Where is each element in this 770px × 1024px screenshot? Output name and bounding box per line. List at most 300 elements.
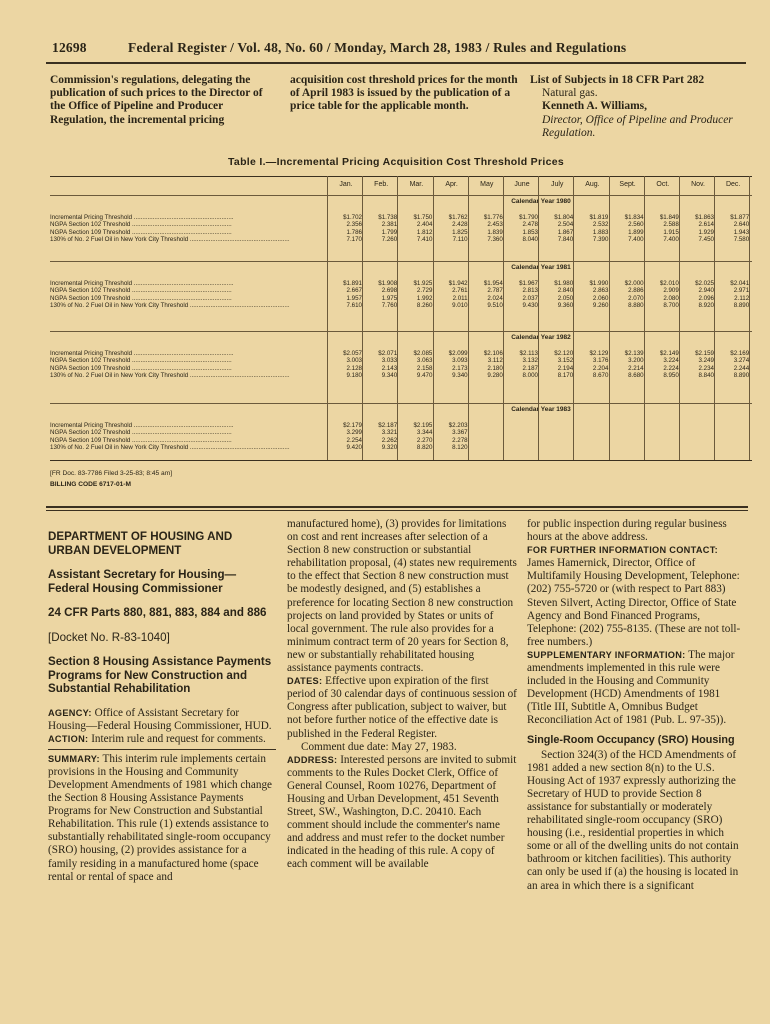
month-header: Aug. (585, 181, 600, 188)
month-column (471, 350, 503, 380)
price-cell: 2.560 (628, 221, 644, 229)
month-column (365, 280, 397, 310)
price-cell: $2.099 (448, 350, 468, 357)
month-column (365, 214, 397, 244)
price-cell (541, 429, 573, 436)
month-column (647, 350, 679, 380)
price-cell: 3.112 (487, 357, 503, 365)
supplementary-paragraph (527, 649, 745, 728)
month-header: June (514, 181, 530, 188)
price-cell: $1.967 (519, 280, 538, 287)
price-cell (717, 444, 749, 451)
price-cell: $1.750 (413, 214, 433, 221)
action-text: Interim rule and request for comments. (91, 732, 266, 745)
price-cell: 2.096 (698, 294, 714, 302)
price-cell: 3.093 (452, 357, 468, 365)
price-cell (647, 437, 679, 444)
address-paragraph (287, 754, 517, 872)
year-label: Calendar Year 1982 (511, 334, 571, 341)
price-cell: 9.280 (487, 372, 503, 380)
month-column (506, 350, 538, 380)
dates-paragraph (287, 675, 517, 740)
price-cell: 1.943 (733, 228, 750, 236)
row-label: Incremental Pricing Threshold .......................................................... (50, 350, 234, 357)
price-cell: 2.863 (592, 287, 609, 295)
price-cell: $2.057 (343, 350, 362, 357)
price-cell: $2.203 (448, 422, 468, 429)
month-column (717, 350, 749, 380)
row-label: 130% of No. 2 Fuel Oil in New York City Threshold .......................................................... (50, 444, 290, 452)
price-cell: 7.610 (346, 302, 362, 310)
signer-name: Kenneth A. Williams, (542, 100, 648, 113)
price-cell: $2.195 (413, 422, 433, 429)
month-column (541, 214, 573, 244)
price-cell: 9.180 (346, 372, 362, 380)
price-cell (471, 422, 503, 429)
sro-paragraph: Section 324(3) of the HCD Amendments of 1981 added a new section 8(n) to the U.S. Housing Act of 1937 expressly authorizing the Secretary of HUD to provide Section 8 assistance for substantially or moderately rehabilitated single-room occupancy (SRO) housing (i.e., residential properties in which some or all of the dwelling units do not contain bathroom or kitchen facilities). This authority can only be used if (a) the housing is located in an area in which there is a significant (527, 748, 739, 892)
price-cell (647, 429, 679, 436)
price-cell: 2.761 (452, 287, 468, 295)
price-cell: $2.129 (589, 350, 609, 357)
column-divider (714, 176, 715, 460)
month-column (400, 422, 432, 452)
price-cell: $1.834 (624, 214, 644, 221)
column-divider (397, 176, 398, 460)
price-cell: 1.883 (592, 228, 609, 236)
table-footnotes (50, 468, 172, 490)
price-cell: 3.003 (346, 357, 362, 365)
price-cell: 2.278 (452, 436, 468, 444)
price-cell: 7.760 (381, 302, 398, 310)
price-cell: 9.010 (452, 302, 468, 310)
action-paragraph (48, 733, 276, 746)
price-cell: 2.204 (592, 364, 609, 372)
price-cell (612, 444, 644, 451)
month-column (541, 350, 573, 380)
column-divider (749, 176, 750, 460)
price-cell: 2.011 (452, 294, 468, 302)
table-header-row (50, 176, 752, 196)
price-cell: $1.954 (483, 280, 503, 287)
month-column (365, 422, 397, 452)
month-header: Mar. (409, 181, 424, 188)
summary-label: SUMMARY: (48, 753, 100, 764)
price-cell: 7.840 (557, 236, 574, 244)
supplementary-text: The major amendments implemented in this rule were included in the Housing and Community Development (HCD) Amendments of 1981 (Title III, Subtitle A, Omnibus Budget Reconciliation Act of 1981 (Pub. L. 97-35)). (527, 648, 735, 727)
month-column (436, 422, 468, 452)
body-column-3 (527, 518, 745, 893)
price-cell: 3.176 (592, 357, 609, 365)
section-divider-thin (46, 510, 748, 511)
month-column (647, 422, 679, 452)
year-block-rule (50, 195, 752, 196)
price-cell: 9.430 (522, 302, 538, 310)
year-block-rule (50, 261, 752, 262)
price-cell: 1.853 (522, 228, 538, 236)
price-cell: 2.729 (416, 287, 433, 295)
price-cell: 1.929 (698, 228, 714, 236)
price-cell: 1.915 (663, 228, 679, 236)
price-cell: 2.262 (381, 436, 398, 444)
row-label: Incremental Pricing Threshold .......................................................... (50, 280, 234, 287)
agency-name: DEPARTMENT OF HOUSING AND URBAN DEVELOPMENT (48, 530, 233, 557)
price-cell (647, 444, 679, 451)
price-cell: $1.790 (519, 214, 538, 221)
price-cell: $2.106 (483, 350, 503, 357)
price-cell: 1.899 (628, 228, 644, 236)
contact-label: FOR FURTHER INFORMATION CONTACT: (527, 545, 718, 556)
column-divider (538, 176, 539, 460)
price-cell: $1.738 (378, 214, 398, 221)
price-cell: 3.033 (381, 357, 398, 365)
price-cell: 2.037 (522, 294, 538, 302)
month-column (506, 214, 538, 244)
price-cell: 2.254 (346, 436, 362, 444)
month-column (682, 280, 714, 310)
address-label: ADDRESS: (287, 754, 338, 765)
address-continued: for public inspection during regular business hours at the above address. (527, 518, 727, 544)
year-block-rule (50, 403, 752, 404)
price-cell: 3.321 (381, 429, 398, 437)
price-cell: 7.410 (416, 236, 433, 244)
price-cell: $1.980 (554, 280, 574, 287)
price-cell (682, 422, 714, 429)
action-label: ACTION: (48, 733, 89, 744)
month-column (471, 422, 503, 452)
month-column (541, 422, 573, 452)
price-cell: 2.909 (663, 287, 679, 295)
price-cell: 9.420 (346, 444, 362, 452)
price-cell: 3.299 (346, 429, 362, 437)
price-cell: $1.776 (483, 214, 503, 221)
month-column (330, 214, 362, 244)
supplementary-label: SUPPLEMENTARY INFORMATION: (527, 649, 686, 660)
rule-subject: Section 8 Housing Assistance Payments Programs for New Construction and Substantial Rehabilitation (48, 655, 272, 695)
month-header: Jan. (339, 181, 353, 188)
price-cell (717, 437, 749, 444)
price-cell: $2.071 (378, 350, 398, 357)
column-divider (573, 176, 574, 460)
price-cell: $1.849 (659, 214, 679, 221)
column-divider (644, 176, 645, 460)
price-cell: $2.113 (519, 350, 538, 357)
month-column (612, 350, 644, 380)
price-cell: 8.890 (733, 302, 750, 310)
month-column (717, 422, 749, 452)
price-cell: 2.940 (698, 287, 714, 295)
price-cell (471, 444, 503, 451)
price-cell: $1.702 (343, 214, 362, 221)
price-cell: $1.762 (448, 214, 468, 221)
price-cell (541, 444, 573, 451)
month-column (576, 422, 608, 452)
price-cell: 8.040 (522, 236, 538, 244)
price-cell: 2.128 (346, 364, 362, 372)
row-label: NGPA Section 109 Threshold .......................................................... (50, 228, 232, 236)
price-cell: $1.925 (413, 280, 433, 287)
column-divider (503, 176, 504, 460)
price-cell: $1.877 (730, 214, 750, 221)
price-cell (506, 444, 538, 451)
price-cell: 7.580 (733, 236, 750, 244)
price-cell: 8.920 (698, 302, 714, 310)
price-cell (471, 437, 503, 444)
price-cell (647, 422, 679, 429)
price-cell: $2.139 (624, 350, 644, 357)
price-cell: 1.867 (557, 228, 574, 236)
month-column (647, 214, 679, 244)
year-label: Calendar Year 1983 (511, 406, 571, 413)
month-column (717, 280, 749, 310)
month-column (400, 350, 432, 380)
price-cell: 2.667 (346, 287, 362, 295)
price-cell: 7.400 (663, 236, 679, 244)
price-cell (471, 429, 503, 436)
price-cell: 9.470 (416, 372, 433, 380)
price-cell: 9.340 (452, 372, 468, 380)
price-cell: $1.891 (343, 280, 362, 287)
docket-number: [Docket No. R-83-1040] (48, 630, 170, 644)
price-cell: 1.799 (381, 228, 398, 236)
price-cell: 7.450 (698, 236, 714, 244)
price-cell: 2.504 (557, 221, 574, 229)
price-cell: 1.975 (381, 294, 398, 302)
page-number: 12698 (52, 40, 87, 55)
price-cell: 2.532 (592, 221, 609, 229)
price-cell: 3.063 (416, 357, 433, 365)
price-cell: 3.274 (733, 357, 750, 365)
column-divider (468, 176, 469, 460)
publication-title: Federal Register / Vol. 48, No. 60 / Monday, March 28, 1983 / Rules and Regulations (128, 40, 627, 55)
price-cell: 8.890 (733, 372, 750, 380)
price-cell: 2.614 (698, 221, 714, 229)
price-cell (576, 422, 608, 429)
price-cell: 2.787 (487, 287, 503, 295)
price-cell: $1.908 (378, 280, 398, 287)
price-cell: 8.000 (522, 372, 538, 380)
year-block-rule (50, 331, 752, 332)
price-cell: 2.158 (416, 364, 433, 372)
price-cell: 7.110 (452, 236, 468, 244)
month-column (576, 280, 608, 310)
price-cell: 2.173 (452, 364, 468, 372)
header-rule (46, 62, 746, 64)
price-cell (506, 422, 538, 429)
price-cell: 7.400 (628, 236, 644, 244)
year-label: Calendar Year 1980 (511, 198, 571, 205)
price-cell (612, 429, 644, 436)
month-column (436, 280, 468, 310)
row-label: NGPA Section 102 Threshold .......................................................... (50, 429, 232, 437)
month-column (330, 422, 362, 452)
price-cell: 9.360 (557, 302, 574, 310)
table-title: Table I.—Incremental Pricing Acquisition Cost Threshold Prices (228, 156, 564, 168)
price-cell: 2.070 (628, 294, 644, 302)
month-column (717, 214, 749, 244)
dates-text: Effective upon expiration of the first period of 30 calendar days of continuous session of Congress after publication, subject to waiver, but not before further notice of the effective date is published in the Federal Register. (287, 675, 517, 740)
price-cell (506, 429, 538, 436)
subjects-heading: List of Subjects in 18 CFR Part 282 (530, 74, 705, 86)
summary-rule (48, 749, 276, 750)
price-cell: 2.840 (557, 287, 574, 295)
month-column (576, 350, 608, 380)
month-column (682, 214, 714, 244)
month-column (330, 350, 362, 380)
price-cell: $1.804 (554, 214, 574, 221)
row-label: NGPA Section 102 Threshold .......................................................... (50, 357, 232, 365)
price-cell: 2.080 (663, 294, 679, 302)
month-column (436, 214, 468, 244)
price-cell: 2.886 (628, 287, 644, 295)
subjects-list: Natural gas. (542, 87, 598, 100)
price-cell: 9.510 (487, 302, 503, 310)
fr-doc-note: [FR Doc. 83-7786 Filed 3-25-83; 8:45 am] (50, 470, 173, 477)
price-cell: $1.942 (448, 280, 468, 287)
price-cell: 8.820 (416, 444, 433, 452)
row-label: NGPA Section 109 Threshold .......................................................... (50, 364, 232, 372)
price-cell (717, 429, 749, 436)
price-cell: 1.957 (346, 294, 362, 302)
price-cell: 1.992 (416, 294, 433, 302)
price-cell: $2.025 (695, 280, 714, 287)
price-cell: 9.340 (381, 372, 398, 380)
price-cell (541, 422, 573, 429)
price-cell (576, 437, 608, 444)
agency-paragraph (48, 707, 276, 733)
price-cell: 8.670 (592, 372, 609, 380)
month-column (612, 214, 644, 244)
month-column (471, 280, 503, 310)
price-cell (576, 444, 608, 451)
month-column (506, 280, 538, 310)
price-cell: 3.367 (452, 429, 468, 437)
price-cell: $2.179 (343, 422, 362, 429)
contact-text: James Hamernick, Director, Office of Multifamily Housing Development, Telephone: (202) 755-5720 or (with respect to Part 883) Steven Silvert, Acting Director, Office of State Agency and Bond Financed Programs, Telephone: (202) 755-8135. (These are not toll-free numbers.) (527, 557, 741, 648)
price-cell: $2.085 (413, 350, 433, 357)
month-header: Dec. (725, 181, 741, 188)
office-name: Assistant Secretary for Housing—Federal Housing Commissioner (48, 568, 237, 595)
price-cell (576, 429, 608, 436)
month-header: Oct. (656, 181, 670, 188)
price-cell: 2.588 (663, 221, 679, 229)
price-cell: 2.214 (628, 364, 644, 372)
intro-column-1: Commission's regulations, delegating the publication of such prices to the Director of the Office of Pipeline and Producer Regulation, the incremental pricing (50, 74, 263, 126)
row-label: NGPA Section 102 Threshold .......................................................... (50, 287, 232, 295)
price-cell: 2.050 (557, 294, 574, 302)
month-column (541, 280, 573, 310)
price-cell (506, 437, 538, 444)
month-column (471, 214, 503, 244)
month-column (647, 280, 679, 310)
price-cell: 2.404 (416, 221, 433, 229)
month-column (612, 280, 644, 310)
month-column (682, 350, 714, 380)
price-cell: 2.813 (522, 287, 538, 295)
price-cell: 7.260 (381, 236, 398, 244)
dates-label: DATES: (287, 676, 323, 687)
price-cell: 9.320 (381, 444, 398, 452)
price-cell: 8.840 (698, 372, 714, 380)
price-cell: 2.224 (663, 364, 679, 372)
summary-text: This interim rule implements certain provisions in the Housing and Community Development Amendments of 1981 which change the Section 8 Housing Assistance Payments Programs for New Construction and Substantial Rehabilitation. This rule (1) extends assistance to substantially rehabilitated single-room occupancy (SRO) housing, (2) provides assistance for a family residing in a manufactured home (space rental or rental of space and (48, 752, 273, 883)
price-cell: $2.120 (554, 350, 574, 357)
price-cell: 2.640 (733, 221, 750, 229)
price-cell: 2.453 (487, 221, 503, 229)
price-cell: $2.159 (695, 350, 714, 357)
table-bottom-rule (50, 460, 752, 461)
month-header: Feb. (374, 181, 389, 188)
price-cell: 2.270 (416, 436, 433, 444)
column-divider (327, 176, 328, 460)
year-label: Calendar Year 1981 (511, 264, 571, 271)
price-cell: 3.152 (557, 357, 574, 365)
price-cell (682, 437, 714, 444)
month-header: Nov. (691, 181, 705, 188)
price-cell: 2.143 (381, 364, 398, 372)
month-column (400, 280, 432, 310)
price-cell: 3.132 (522, 357, 538, 365)
price-cell: 1.786 (346, 228, 362, 236)
price-cell (612, 422, 644, 429)
month-column (436, 350, 468, 380)
price-cell: 7.390 (592, 236, 609, 244)
agency-text: Office of Assistant Secretary for Housing—Federal Housing Commissioner, HUD. (48, 706, 272, 732)
body-column-1 (48, 530, 276, 884)
price-cell: $1.863 (695, 214, 714, 221)
price-cell: 1.839 (487, 228, 503, 236)
month-column (612, 422, 644, 452)
intro-column-3 (530, 74, 740, 140)
section-divider (46, 506, 748, 508)
summary-paragraph (48, 753, 276, 884)
price-cell: 7.360 (487, 236, 503, 244)
price-cell: 8.950 (663, 372, 679, 380)
month-column (330, 280, 362, 310)
price-cell (682, 444, 714, 451)
price-cell: 2.356 (346, 221, 362, 229)
month-header: July (550, 181, 564, 188)
price-cell: $2.169 (730, 350, 750, 357)
price-cell: 7.170 (346, 236, 362, 244)
signer-title: Director, Office of Pipeline and Producer Regulation. (542, 113, 733, 139)
price-cell: 8.260 (416, 302, 433, 310)
agency-label: AGENCY: (48, 707, 92, 718)
sro-heading: Single-Room Occupancy (SRO) Housing (527, 733, 735, 746)
price-cell: 2.180 (487, 364, 503, 372)
price-cell: 2.244 (733, 364, 750, 372)
price-cell: 2.194 (557, 364, 574, 372)
price-cell: $2.000 (624, 280, 644, 287)
price-cell: 2.024 (487, 294, 503, 302)
month-header: Apr. (445, 181, 458, 188)
intro-column-2: acquisition cost threshold prices for the month of April 1983 is issued by the publication of a price table for the applicable month. (290, 74, 518, 113)
price-cell: 2.060 (592, 294, 609, 302)
row-label: Incremental Pricing Threshold .......................................................... (50, 214, 234, 221)
summary-continued: manufactured home), (3) provides for limitations on cost and rent increases after selection of a Section 8 new construction or substantial rehabilitation proposal, (4) states new requirements to the effect that Section 8 new construction must be modestly designed, and (5) establishes a preference for locating Section 8 new construction projects on land provided by States or units of local government. The rule also provides for a minimum contract term of 20 years for Section 8, new or substantially rehabilitated housing assistance payments contracts. (287, 518, 517, 675)
price-cell (682, 429, 714, 436)
price-cell: 8.120 (452, 444, 468, 452)
price-cell (612, 437, 644, 444)
price-cell: $2.187 (378, 422, 398, 429)
row-label: 130% of No. 2 Fuel Oil in New York City Threshold .......................................................... (50, 372, 290, 380)
price-cell: $2.041 (730, 280, 750, 287)
cfr-parts: 24 CFR Parts 880, 881, 883, 884 and 886 (48, 606, 267, 619)
month-column (506, 422, 538, 452)
price-cell: $2.010 (659, 280, 679, 287)
body-column-2 (287, 518, 517, 872)
billing-code: BILLING CODE 6717-01-M (50, 481, 131, 488)
price-cell: 3.200 (628, 357, 644, 365)
